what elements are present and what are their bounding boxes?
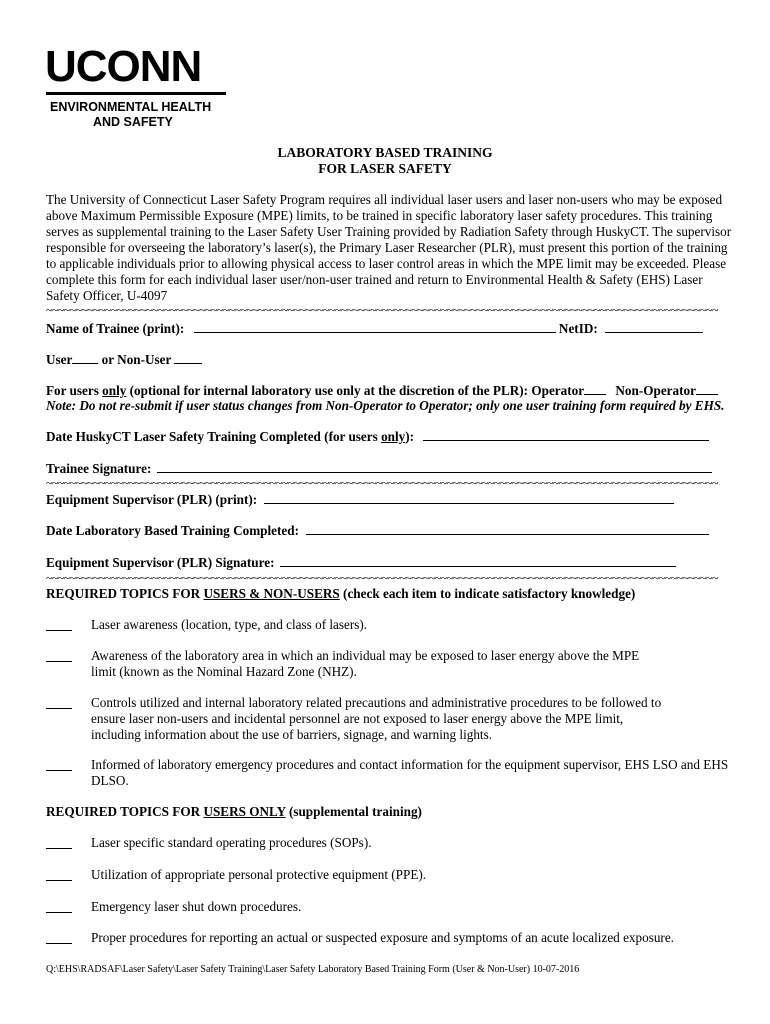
user-label: User xyxy=(46,352,73,367)
section-all-underlined: USERS & NON-USERS xyxy=(203,586,340,601)
department-line-1: ENVIRONMENTAL HEALTH xyxy=(50,100,212,114)
topic-checkbox[interactable] xyxy=(46,899,72,913)
topic-text: including information about the use of barriers, signage, and warning lights. xyxy=(91,727,493,742)
users-only-word: only xyxy=(102,383,127,398)
operator-note: Note: Do not re-submit if user status changes from Non-Operator to Operator; only one user training form required by EHS. xyxy=(46,398,725,413)
huskyct-date-prefix: Date HuskyCT Laser Safety Training Completed (for users xyxy=(46,429,382,444)
topic-checkbox[interactable] xyxy=(46,930,72,944)
huskyct-date-row xyxy=(46,428,709,445)
nonuser-label: or Non-User xyxy=(101,352,172,367)
trainee-signature-label: Trainee Signature: xyxy=(46,461,152,476)
topic-text: Controls utilized and internal laboratory related precautions and administrative procedures to be followed to xyxy=(91,695,662,710)
topic-text: ensure laser non-users and incidental personnel are not exposed to laser energy above the MPE limit, xyxy=(91,711,624,726)
supervisor-signature-label: Equipment Supervisor (PLR) Signature: xyxy=(46,555,275,570)
topic-text: Awareness of the laboratory area in which an individual may be exposed to laser energy above the MPE xyxy=(91,648,640,663)
topic-checkbox[interactable] xyxy=(46,867,72,881)
topic-text: Informed of laboratory emergency procedures and contact information for the equipment supervisor, EHS LSO and EHS xyxy=(91,757,729,772)
divider: ~~~~~~~~~~~~~~~~~~~~~~~~~~~~~~~~~~~~~~~~~~~~~~~~~~~~~~~~~~~~~~~~~~~~~~~~~~~~~~~~~~~~~~~~~~~~~~~~~~~~~~~~~~~~~~~~~~ xyxy=(46,305,718,315)
lab-training-date-row xyxy=(46,522,709,539)
operator-row xyxy=(46,382,718,399)
lab-training-date-label: Date Laboratory Based Training Completed: xyxy=(46,523,299,538)
file-path-footer: Q:\EHS\RADSAF\Laser Safety\Laser Safety Training\Laser Safety Laboratory Based Training Form (User & Non-User) 10-07-2016 xyxy=(46,964,580,975)
topic-text: DLSO. xyxy=(91,773,129,788)
topic-text: Proper procedures for reporting an actual or suspected exposure and symptoms of an acute localized exposure. xyxy=(91,930,674,945)
section-users-heading xyxy=(46,804,422,820)
divider: ~~~~~~~~~~~~~~~~~~~~~~~~~~~~~~~~~~~~~~~~~~~~~~~~~~~~~~~~~~~~~~~~~~~~~~~~~~~~~~~~~~~~~~~~~~~~~~~~~~~~~~~~~~~~~~~~~~ xyxy=(46,573,718,583)
logo-rule xyxy=(46,92,226,95)
trainee-name-label: Name of Trainee (print): xyxy=(46,321,185,336)
trainee-signature-row xyxy=(46,460,712,477)
nonuser-checkbox-field[interactable] xyxy=(174,351,202,364)
topic-checkbox[interactable] xyxy=(46,695,72,709)
topic-checkbox[interactable] xyxy=(46,617,72,631)
uconn-logo: UCONN xyxy=(45,42,202,91)
form-title-line-1: LABORATORY BASED TRAINING xyxy=(277,145,493,160)
topic-text: limit (known as the Nominal Hazard Zone (NHZ). xyxy=(91,664,357,679)
divider: ~~~~~~~~~~~~~~~~~~~~~~~~~~~~~~~~~~~~~~~~~~~~~~~~~~~~~~~~~~~~~~~~~~~~~~~~~~~~~~~~~~~~~~~~~~~~~~~~~~~~~~~~~~~~~~~~~~ xyxy=(46,478,718,488)
section-all-suffix: (check each item to indicate satisfactory knowledge) xyxy=(339,586,636,601)
intro-paragraph: The University of Connecticut Laser Safety Program requires all individual laser users and laser non-users who may be exposed above Maximum Permissible Exposure (MPE) limits, to be trained in specific laboratory laser safety procedures. This training serves as supplemental training to the Laser Safety User Training provided by Radiation Safety through HuskyCT. The supervisor responsible for overseeing the laboratory’s laser(s), the Primary Laser Researcher (PLR), must present this portion of the training to applicable individuals prior to allowing physical access to laser control areas in which the MPE limit may be exceeded. Please complete this form for each individual laser user/non-user trained and return to Environmental Health & Safety (EHS) Laser Safety Officer, U-4097 xyxy=(46,192,732,303)
topic-text: Emergency laser shut down procedures. xyxy=(91,899,302,914)
operator-label: (optional for internal laboratory use only at the discretion of the PLR): Operator xyxy=(126,383,585,398)
section-users-suffix: (supplemental training) xyxy=(285,804,422,819)
lab-training-date-field[interactable] xyxy=(306,522,709,535)
huskyct-date-suffix: ): xyxy=(405,429,415,444)
topic-checkbox[interactable] xyxy=(46,757,72,771)
topic-text: Utilization of appropriate personal protective equipment (PPE). xyxy=(91,867,427,882)
supervisor-print-label: Equipment Supervisor (PLR) (print): xyxy=(46,492,258,507)
nonoperator-label: Non-Operator xyxy=(615,383,696,398)
supervisor-signature-field[interactable] xyxy=(280,554,676,567)
supervisor-print-row xyxy=(46,491,674,508)
supervisor-print-field[interactable] xyxy=(264,491,674,504)
operator-field[interactable] xyxy=(584,382,606,395)
huskyct-date-only: only xyxy=(381,429,406,444)
supervisor-signature-row xyxy=(46,554,676,571)
form-title-line-2: FOR LASER SAFETY xyxy=(318,161,452,176)
users-only-prefix: For users xyxy=(46,383,103,398)
user-type-row xyxy=(46,351,202,368)
trainee-name-row xyxy=(46,320,703,337)
department-name xyxy=(50,100,211,130)
huskyct-date-field[interactable] xyxy=(423,428,709,441)
topic-checkbox[interactable] xyxy=(46,648,72,662)
section-all-heading xyxy=(46,586,635,602)
section-users-prefix: REQUIRED TOPICS FOR xyxy=(46,804,204,819)
trainee-name-field[interactable] xyxy=(194,320,556,333)
user-checkbox-field[interactable] xyxy=(72,351,98,364)
netid-field[interactable] xyxy=(605,320,703,333)
topic-checkbox[interactable] xyxy=(46,835,72,849)
trainee-signature-field[interactable] xyxy=(157,460,712,473)
nonoperator-field[interactable] xyxy=(696,382,718,395)
section-all-prefix: REQUIRED TOPICS FOR xyxy=(46,586,204,601)
section-users-underlined: USERS ONLY xyxy=(203,804,286,819)
department-line-2: AND SAFETY xyxy=(93,115,173,129)
topic-text: Laser awareness (location, type, and class of lasers). xyxy=(91,617,368,632)
netid-label: NetID: xyxy=(558,321,598,336)
topic-text: Laser specific standard operating procedures (SOPs). xyxy=(91,835,372,850)
